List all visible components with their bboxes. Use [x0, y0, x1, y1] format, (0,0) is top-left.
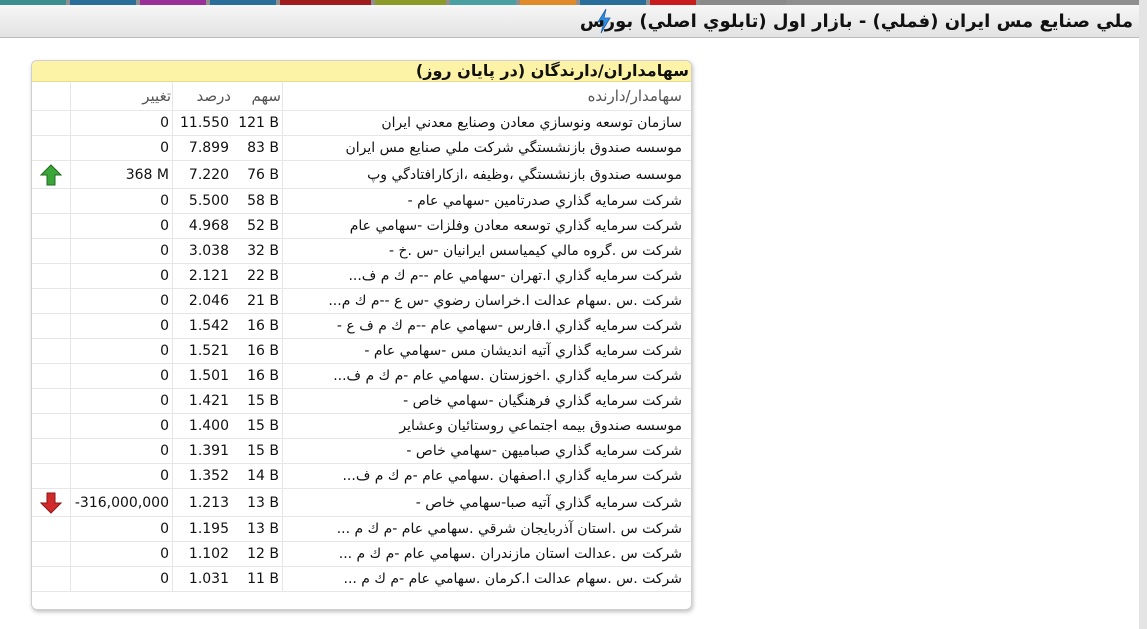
holder-name-cell: موسسه صندوق بازنشستگي شركت ملي صنايع مس ايران [283, 136, 692, 161]
change-cell: 0 [71, 189, 173, 214]
shares-cell: 16 B [232, 314, 283, 339]
change-arrow-cell [32, 489, 71, 517]
panel-title: سهامداران/دارندگان (در پايان روز) [32, 61, 691, 82]
change-cell: 0 [71, 264, 173, 289]
percent-cell: 11.550 [173, 111, 233, 136]
holder-name-cell: شركت سرمايه گذاري صباميهن -سهامي خاص - [283, 439, 692, 464]
change-cell: 0 [71, 289, 173, 314]
table-row[interactable] [32, 239, 691, 264]
change-arrow-cell [32, 567, 71, 592]
percent-cell: 1.542 [173, 314, 233, 339]
holder-name-cell: شركت سرمايه گذاري ا.فارس -سهامي عام --م ك م ف ع - [283, 314, 692, 339]
percent-cell: 1.031 [173, 567, 233, 592]
shares-cell: 15 B [232, 439, 283, 464]
holder-name-cell: موسسه صندوق بازنشستگي ،وظيفه ،ازكارافتادگي وپ [283, 161, 692, 189]
change-arrow-cell [32, 314, 71, 339]
shares-cell: 121 B [232, 111, 283, 136]
change-arrow-cell [32, 214, 71, 239]
holder-name-cell: شركت سرمايه گذاري توسعه معادن وفلزات -سهامي عام [283, 214, 692, 239]
shareholders-panel [31, 60, 692, 610]
table-row[interactable] [32, 314, 691, 339]
percent-cell: 1.521 [173, 339, 233, 364]
change-cell: 0 [71, 364, 173, 389]
shares-cell: 83 B [232, 136, 283, 161]
table-row[interactable] [32, 439, 691, 464]
holder-name-cell: شركت سرمايه گذاري آتيه صبا-سهامي خاص - [283, 489, 692, 517]
change-arrow-cell [32, 389, 71, 414]
table-row[interactable] [32, 364, 691, 389]
change-arrow-cell [32, 136, 71, 161]
change-cell: 0 [71, 567, 173, 592]
table-row[interactable] [32, 289, 691, 314]
change-arrow-cell [32, 542, 71, 567]
arrow-column-header [32, 82, 71, 111]
change-arrow-cell [32, 289, 71, 314]
percent-cell: 2.046 [173, 289, 233, 314]
percent-cell: 1.102 [173, 542, 233, 567]
change-cell: 0 [71, 389, 173, 414]
shares-cell: 58 B [232, 189, 283, 214]
table-row[interactable] [32, 161, 691, 189]
change-cell: 0 [71, 517, 173, 542]
holder-name-cell: شركت سرمايه گذاري .اخوزستان .سهامي عام -م ك م ف... [283, 364, 692, 389]
shares-cell: 52 B [232, 214, 283, 239]
table-row[interactable] [32, 214, 691, 239]
change-cell: 0 [71, 464, 173, 489]
percent-cell: 1.400 [173, 414, 233, 439]
shares-cell: 14 B [232, 464, 283, 489]
holder-name-cell: شركت س .عدالت استان مازندران .سهامي عام -م ك م ... [283, 542, 692, 567]
holder-name-cell: شركت .س .سهام عدالت ا.خراسان رضوي -س ع --م ك م... [283, 289, 692, 314]
change-arrow-cell [32, 339, 71, 364]
percent-cell: 1.391 [173, 439, 233, 464]
percent-cell: 5.500 [173, 189, 233, 214]
change-cell: 0 [71, 542, 173, 567]
holder-name-cell: سازمان توسعه ونوسازي معادن وصنايع معدني ايران [283, 111, 692, 136]
table-row[interactable] [32, 111, 691, 136]
shares-cell: 13 B [232, 489, 283, 517]
change-arrow-cell [32, 189, 71, 214]
holder-name-cell: موسسه صندوق بيمه اجتماعي روستائيان وعشاير [283, 414, 692, 439]
table-row[interactable] [32, 189, 691, 214]
page-header [0, 5, 1139, 38]
change-cell: 0 [71, 111, 173, 136]
table-row[interactable] [32, 414, 691, 439]
shareholders-table [32, 82, 691, 592]
change-cell: 0 [71, 339, 173, 364]
shares-cell: 15 B [232, 414, 283, 439]
change-arrow-cell [32, 264, 71, 289]
shares-cell: 76 B [232, 161, 283, 189]
change-arrow-cell [32, 111, 71, 136]
change-cell: 0 [71, 239, 173, 264]
change-arrow-cell [32, 517, 71, 542]
table-row[interactable] [32, 517, 691, 542]
change-cell: 0 [71, 214, 173, 239]
holder-name-cell: شركت سرمايه گذاري آتيه انديشان مس -سهامي عام - [283, 339, 692, 364]
holder-name-cell: شركت سرمايه گذاري صدرتامين -سهامي عام - [283, 189, 692, 214]
shares-cell: 13 B [232, 517, 283, 542]
holder-column-header: سهامدار/دارنده [283, 82, 692, 111]
percent-cell: 1.195 [173, 517, 233, 542]
table-row[interactable] [32, 339, 691, 364]
change-arrow-cell [32, 439, 71, 464]
percent-column-header: درصد [173, 82, 233, 111]
change-arrow-cell [32, 161, 71, 189]
holder-name-cell: شركت س .استان آذربايجان شرقي .سهامي عام -م ك م ... [283, 517, 692, 542]
shares-cell: 21 B [232, 289, 283, 314]
change-cell: 0 [71, 414, 173, 439]
page-title: ملي صنايع مس ايران (فملي) - بازار اول (تابلوي اصلي) بورس [579, 11, 1133, 32]
change-arrow-cell [32, 364, 71, 389]
table-row[interactable] [32, 389, 691, 414]
shares-cell: 11 B [232, 567, 283, 592]
table-row[interactable] [32, 542, 691, 567]
percent-cell: 1.213 [173, 489, 233, 517]
change-cell: -316,000,000 [71, 489, 173, 517]
change-arrow-cell [32, 464, 71, 489]
shares-cell: 22 B [232, 264, 283, 289]
arrow-down-icon [40, 492, 62, 514]
shares-cell: 16 B [232, 339, 283, 364]
change-cell: 0 [71, 136, 173, 161]
table-header-row [32, 82, 691, 111]
percent-cell: 4.968 [173, 214, 233, 239]
table-row[interactable] [32, 567, 691, 592]
percent-cell: 7.220 [173, 161, 233, 189]
table-row[interactable] [32, 464, 691, 489]
percent-cell: 1.421 [173, 389, 233, 414]
table-row[interactable] [32, 264, 691, 289]
change-cell: 0 [71, 314, 173, 339]
percent-cell: 1.352 [173, 464, 233, 489]
arrow-up-icon [40, 164, 62, 186]
change-cell: 368 M [71, 161, 173, 189]
shares-cell: 16 B [232, 364, 283, 389]
shares-cell: 32 B [232, 239, 283, 264]
change-cell: 0 [71, 439, 173, 464]
scrollbar[interactable] [1139, 0, 1147, 629]
table-row[interactable] [32, 136, 691, 161]
change-arrow-cell [32, 414, 71, 439]
shares-cell: 15 B [232, 389, 283, 414]
holder-name-cell: شركت .س .سهام عدالت ا.كرمان .سهامي عام -م ك م ... [283, 567, 692, 592]
shares-cell: 12 B [232, 542, 283, 567]
percent-cell: 2.121 [173, 264, 233, 289]
percent-cell: 7.899 [173, 136, 233, 161]
change-column-header: تغيير [71, 82, 173, 111]
holder-name-cell: شركت سرمايه گذاري فرهنگيان -سهامي خاص - [283, 389, 692, 414]
change-arrow-cell [32, 239, 71, 264]
percent-cell: 3.038 [173, 239, 233, 264]
table-row[interactable] [32, 489, 691, 517]
percent-cell: 1.501 [173, 364, 233, 389]
holder-name-cell: شركت سرمايه گذاري ا.تهران -سهامي عام --م ك م ف... [283, 264, 692, 289]
shares-column-header: سهم [232, 82, 283, 111]
holder-name-cell: شركت س .گروه مالي كيمياسس ايرانيان -س .خ - [283, 239, 692, 264]
holder-name-cell: شركت سرمايه گذاري ا.اصفهان .سهامي عام -م ك م ف... [283, 464, 692, 489]
